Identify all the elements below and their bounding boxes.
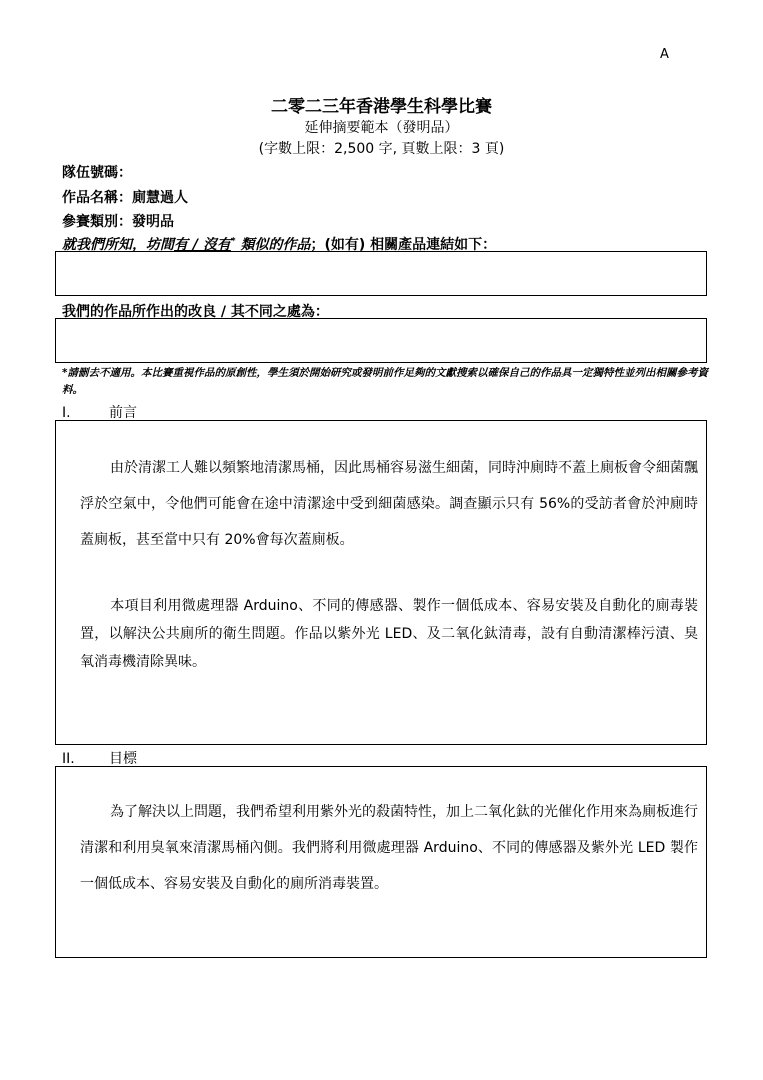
similar-middle: 類似的作品 (235, 237, 311, 253)
section-number: II. (62, 751, 75, 767)
team-number-field: 隊伍號碼： (62, 165, 132, 181)
category-field: 參賽類別：發明品 (62, 214, 174, 230)
intro-paragraph-1: 由於清潔工人難以頻繁地清潔馬桶，因此馬桶容易滋生細菌，同時沖廁時不蓋上廁板會令細菌飄浮於空氣中，令他們可能會在途中清潔途中受到細菌感染。調查顯示只有 56%的受訪者會於沖廁時蓋廁板，甚至當中只有 20%會每次蓋廁板。 (80, 460, 698, 548)
similar-star: * (230, 236, 236, 247)
objectives-paragraph-1: 為了解決以上問題，我們希望利用紫外光的殺菌特性，加上二氧化鈦的光催化作用來為廁板進行清潔和利用臭氧來清潔馬桶內側。我們將利用微處理器 Arduino、不同的傳感器及紫外光 LED 製作一個低成本、容易安裝及自動化的廁所消毒裝置。 (80, 804, 698, 892)
page-corner-label: A (660, 47, 669, 62)
similar-prefix: 就我們所知，坊間 (62, 237, 174, 253)
section-heading-intro (62, 402, 137, 422)
intro-paragraph-2: 本項目利用微處理器 Arduino、不同的傳感器、製作一個低成本、容易安裝及自動化的廁毒裝置，以解決公共廁所的衛生問題。作品以紫外光 LED、及二氧化鈦清毒，設有自動清潔棒污漬、臭氧消毒機清除異味。 (80, 598, 698, 670)
improvements-label: 我們的作品所作出的改良 / 其不同之處為： (62, 304, 329, 320)
related-links-box[interactable] (55, 251, 707, 296)
footnote: *請刪去不適用。本比賽重視作品的原創性，學生須於開始研究或發明前作足夠的文獻搜索以確保自己的作品具一定獨特性並列出相關參考資料。 (62, 367, 708, 396)
section-title: 前言 (109, 405, 137, 421)
page-limits: (字數上限：2,500 字, 頁數上限：3 頁) (258, 141, 505, 157)
page-title: 二零二三年香港學生科學比賽 (271, 97, 492, 117)
similar-suffix: ；(如有) 相關產品連結如下： (310, 237, 497, 253)
project-name-field: 作品名稱：廁慧過人 (62, 190, 188, 206)
section-number: I. (62, 405, 71, 421)
page-subtitle: 延伸摘要範本（發明品） (304, 120, 459, 136)
section-title: 目標 (109, 751, 137, 767)
similar-choice: 有 / 沒有 (174, 237, 231, 253)
section-heading-objectives (62, 748, 137, 768)
improvements-box[interactable] (55, 318, 707, 363)
